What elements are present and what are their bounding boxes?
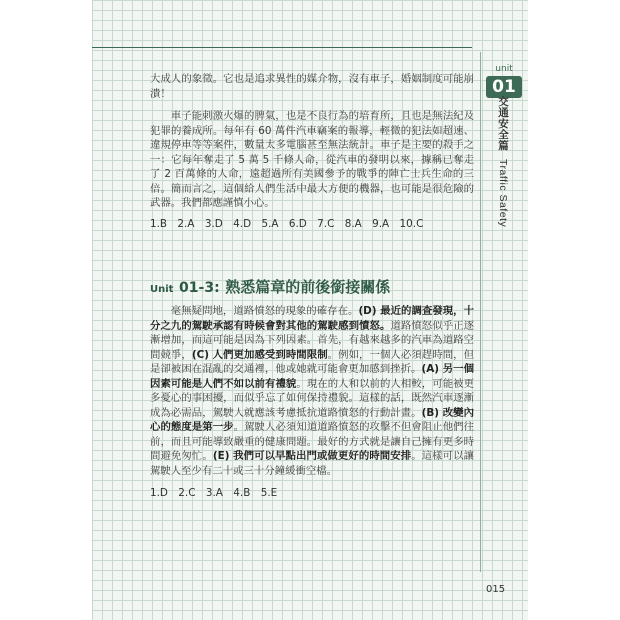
p3-answer-a: (A) 另一個因素可能是人們不如以前有禮貌 xyxy=(150,363,474,390)
section-unit-label: Unit xyxy=(150,284,174,295)
top-rule xyxy=(92,47,472,48)
page-number: 015 xyxy=(486,584,506,595)
answer-key-1: 1.B 2.A 3.D 4.D 5.A 6.D 7.C 8.A 9.A 10.C xyxy=(150,218,424,230)
answer-key-2: 1.D 2.C 3.A 4.B 5.E xyxy=(150,487,278,499)
p3-answer-b: (B) 改變內心的態度是第一步 xyxy=(150,406,474,433)
unit-number: 01 xyxy=(486,76,522,98)
section-code: 01-3: xyxy=(179,280,220,296)
p3-answer-c: (C) 人們更加感受到時間限制 xyxy=(191,348,328,361)
chapter-title-vertical xyxy=(496,96,511,227)
p3-sentence: 。這樣可以讓駕駛人至少有二十或三十分鐘緩衝空檔。 xyxy=(150,450,475,477)
chapter-title-zh: 交通安全篇 xyxy=(497,96,509,151)
section-heading xyxy=(150,276,390,297)
side-rule xyxy=(480,52,481,572)
section-title: 熟悉篇章的前後銜接關係 xyxy=(225,278,391,296)
p3-sentence: 道路憤怒似乎正逐漸增加，而這可能是因為下列因素。首先，有越來越多的汽車為道路空間競爭， xyxy=(150,319,475,361)
p3-sentence: 。現在的人和以前的人相較，可能被更多憂心的事困擾，而似乎忘了如何保持禮貌。這樣的話，既然汽車逐漸成為必需品，駕駛人就應該考慮抵抗道路憤怒的行動計畫。 xyxy=(150,377,475,419)
p3-sentence: 。駕駛人必須知道道路憤怒的攻擊不但會阻止他們往前，而且可能導致嚴重的健康問題。最好的方式就是讓自己擁有更多時間避免匆忙。 xyxy=(150,421,475,462)
paragraph-3 xyxy=(150,304,474,478)
unit-word: unit xyxy=(495,64,513,74)
paragraph-1: 大成人的象徵。它也是追求異性的媒介物，沒有車子，婚姻制度可能崩潰！ xyxy=(150,73,474,100)
p3-answer-d: (D) 最近的調查發現，十分之九的駕駛承認有時候會對其他的駕駛感到憤怒。 xyxy=(150,305,474,332)
chapter-title-en: Traffic Safety xyxy=(497,158,509,228)
p3-sentence: 毫無疑問地，道路憤怒的現象的確存在。 xyxy=(170,305,359,317)
paragraph-2: 車子能刺激火爆的脾氣，也是不良行為的培育所，且也是無法紀及犯罪的養成所。每年有 60 萬件汽車竊案的報導，輕微的犯法如超速、違規停車等等案件，數量太多電腦甚至無法統計。車子是主要的殺手之一：它每年奪走了 5 萬 5 千條人命，從汽車的發明以來，據稱已奪走了 2 百萬條的人命，遠超過所有美國參予的戰爭的陣亡士兵生命的三倍。簡而言之，這個給人們生活中最大方便的機器，也可能是很危險的武器。我們都應謹慎小心。 xyxy=(150,110,474,209)
p3-sentence: 。例如，一個人必須趕時間，但是卻被困在混亂的交通裡，他或她就可能會更加感到挫折。 xyxy=(150,348,475,375)
unit-tab xyxy=(486,64,522,98)
p3-answer-e: (E) 我們可以早點出門或做更好的時間安排 xyxy=(212,450,412,462)
